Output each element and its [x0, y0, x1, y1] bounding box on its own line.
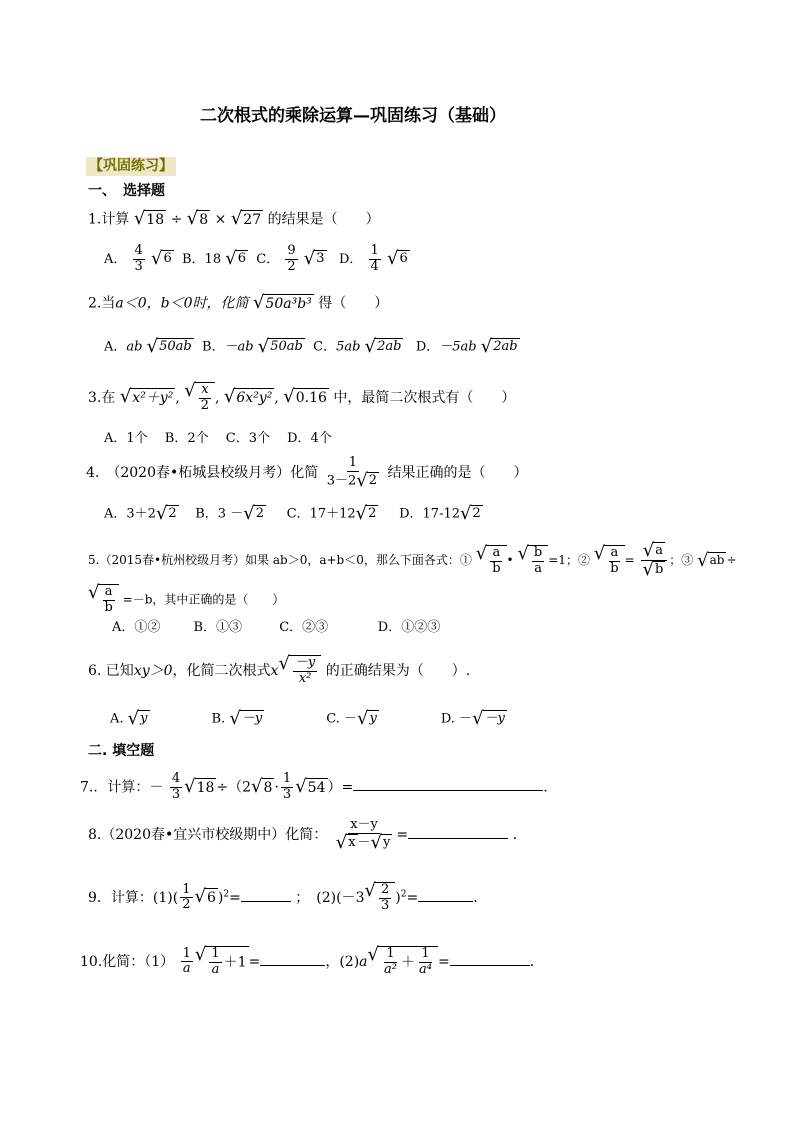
question-10: 10.化简：（1） $\frac{1}{a}$ √ $\frac{1}{a}$ ＋1 = ，(2)a √ $\frac{1}{\text{a²}}$ ＋ $\frac{1}{\text{a⁴}}$ = .: [80, 944, 535, 977]
question-5: 5.（2015春•杭州校级月考）如果 ab＞0，a+b＜0，那么下面各式：① √ $\frac{a}{b}$ • √ $\frac{b}{a}$ =1；② √ $\frac{a}{b}$ = √ a √ b ；③ √ ab ÷: [88, 540, 737, 580]
question-8: 8.（2020春•宜兴市校级期中）化简： x－y √ x － √ y = .: [88, 817, 518, 853]
section-choice-heading: 一、 选择题: [88, 183, 165, 199]
question-2-options: A．ab √ 50ab B．－ab √ 50ab C．5ab √ 2ab D．－5ab √ 2ab: [104, 336, 518, 357]
question-6: 6. 已知xy＞0，化简二次根式x √ $\frac{-y}{\text{x²}}$ 的正确结果为（ ）.: [88, 653, 471, 686]
question-3: 3.在 √ x²＋y² , √ $\frac{x}{2}$ , √ 6x²y² , √ 0.16 中，最简二次根式有（ ）: [88, 380, 516, 413]
page-title: 二次根式的乘除运算—巩固练习（基础）: [200, 106, 506, 126]
answer-blank-10-2[interactable]: [450, 951, 530, 966]
question-5-line-2: √ $\frac{a}{b}$ =－b，其中正确的是（ ）: [88, 582, 285, 615]
answer-blank-10-1[interactable]: [260, 951, 325, 966]
question-9: 9．计算：(1)( $\frac{1}{2}$ √ 6 )$^2$= ； (2)(－3 √ $\frac{2}{3}$ )$^2$= .: [88, 880, 478, 913]
question-5-options: A．①② B．①③ C．②③ D．①②③: [112, 620, 441, 635]
section-fill-heading: 二. 填空题: [88, 743, 155, 759]
question-1: 1.计算 √ 18 ÷ √ 8 × √ 27 的结果是（ ）: [88, 208, 380, 229]
question-7: 7.．计算：－ $\frac{4}{3}$ √ 18 ÷（2 √ 8 · $\frac{1}{3}$ √ 54 ）= .: [80, 771, 548, 802]
question-1-options: A． $\frac{4}{3}$ √ 6 B．18 √ 6 C． $\frac{9}{2}$ √ 3 D． $\frac{1}{4}$ √ 6: [104, 243, 408, 274]
answer-blank-9-2[interactable]: [418, 887, 473, 902]
section-tag: 【巩固练习】: [86, 157, 176, 176]
answer-blank-9-1[interactable]: [241, 887, 291, 902]
question-4: 4. （2020春•柘城县校级月考）化简 1 3－2 √ 2 结果正确的是（ ）: [86, 455, 528, 491]
question-4-options: A．3＋2 √ 2 B．3 － √ 2 C．17＋12 √ 2 D．17-12 √ 2: [104, 503, 481, 524]
question-3-options: A．1个 B．2个 C．3个 D．4个: [104, 431, 332, 446]
answer-blank-8[interactable]: [408, 824, 508, 839]
question-2: 2.当a＜0，b＜0时，化简 √ 50a³b³ 得（ ）: [88, 292, 389, 313]
question-6-options: A. √ y B. √ －y C. － √ y D. － √ －y: [110, 708, 505, 729]
answer-blank-7[interactable]: [353, 776, 543, 791]
